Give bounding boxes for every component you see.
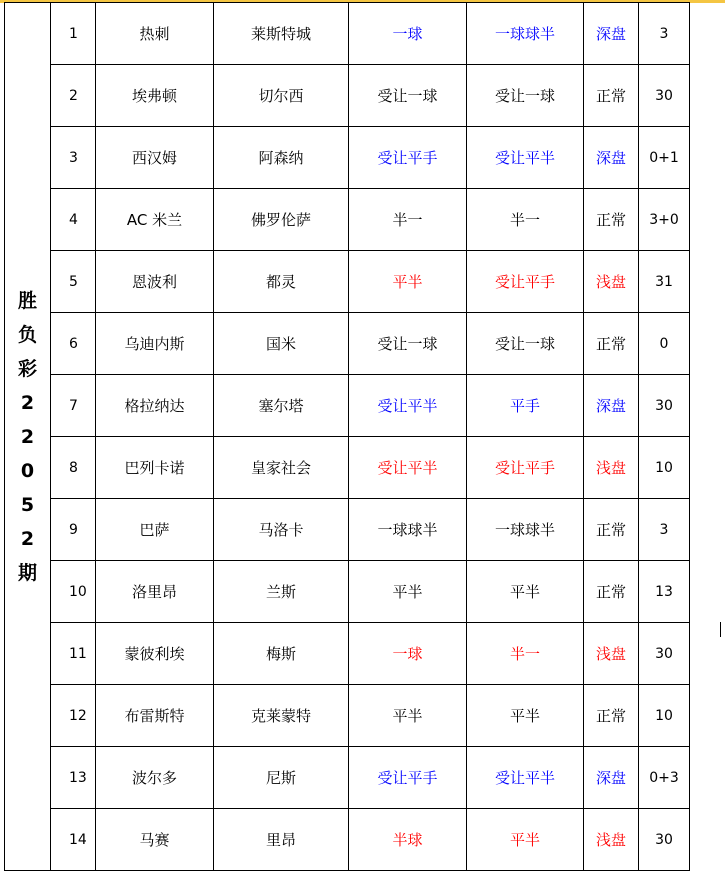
home-team: 乌迪内斯 xyxy=(96,313,214,375)
handicap-line-2: 半一 xyxy=(467,623,584,685)
handicap-depth: 深盘 xyxy=(584,747,639,809)
home-team: AC 米兰 xyxy=(96,189,214,251)
match-number: 10 xyxy=(51,561,96,623)
handicap-line-2: 平半 xyxy=(467,685,584,747)
table-row xyxy=(5,189,690,251)
period-title-char: 负 xyxy=(17,323,37,346)
home-team: 恩波利 xyxy=(96,251,214,313)
handicap-depth: 正常 xyxy=(584,499,639,561)
pick-code: 0 xyxy=(639,313,690,375)
match-number: 11 xyxy=(51,623,96,685)
away-team: 切尔西 xyxy=(214,65,349,127)
home-team: 西汉姆 xyxy=(96,127,214,189)
table-row xyxy=(5,685,690,747)
pick-code: 13 xyxy=(639,561,690,623)
match-number: 14 xyxy=(51,809,96,871)
handicap-line-1: 受让平半 xyxy=(349,437,467,499)
match-number: 7 xyxy=(51,375,96,437)
period-title-char: 2 xyxy=(20,391,35,414)
away-team: 梅斯 xyxy=(214,623,349,685)
handicap-line-1: 一球 xyxy=(349,623,467,685)
match-number: 12 xyxy=(51,685,96,747)
handicap-line-2: 平手 xyxy=(467,375,584,437)
pick-code: 30 xyxy=(639,623,690,685)
handicap-depth: 浅盘 xyxy=(584,809,639,871)
away-team: 塞尔塔 xyxy=(214,375,349,437)
table-row xyxy=(5,499,690,561)
period-title-char: 胜 xyxy=(17,289,37,312)
away-team: 里昂 xyxy=(214,809,349,871)
handicap-line-1: 受让一球 xyxy=(349,313,467,375)
home-team: 巴萨 xyxy=(96,499,214,561)
handicap-depth: 浅盘 xyxy=(584,251,639,313)
handicap-depth: 正常 xyxy=(584,65,639,127)
table-row xyxy=(5,809,690,871)
away-team: 阿森纳 xyxy=(214,127,349,189)
period-title-char: 2 xyxy=(20,425,35,448)
away-team: 尼斯 xyxy=(214,747,349,809)
handicap-depth: 浅盘 xyxy=(584,437,639,499)
handicap-line-2: 一球球半 xyxy=(467,499,584,561)
away-team: 都灵 xyxy=(214,251,349,313)
handicap-depth: 浅盘 xyxy=(584,623,639,685)
home-team: 蒙彼利埃 xyxy=(96,623,214,685)
pick-code: 3+0 xyxy=(639,189,690,251)
pick-code: 3 xyxy=(639,499,690,561)
handicap-line-1: 平半 xyxy=(349,561,467,623)
table-row xyxy=(5,437,690,499)
match-number: 2 xyxy=(51,65,96,127)
home-team: 格拉纳达 xyxy=(96,375,214,437)
period-title-char: 5 xyxy=(20,493,35,516)
period-title-char: 2 xyxy=(20,527,35,550)
match-number: 1 xyxy=(51,3,96,65)
table-row xyxy=(5,561,690,623)
match-number: 4 xyxy=(51,189,96,251)
pick-code: 30 xyxy=(639,375,690,437)
table-row xyxy=(5,623,690,685)
handicap-line-1: 受让平手 xyxy=(349,127,467,189)
pick-code: 10 xyxy=(639,437,690,499)
handicap-line-2: 半一 xyxy=(467,189,584,251)
away-team: 皇家社会 xyxy=(214,437,349,499)
match-number: 3 xyxy=(51,127,96,189)
handicap-line-1: 一球 xyxy=(349,3,467,65)
handicap-line-2: 受让一球 xyxy=(467,65,584,127)
handicap-line-2: 受让平手 xyxy=(467,251,584,313)
table-row xyxy=(5,747,690,809)
table-row xyxy=(5,313,690,375)
home-team: 波尔多 xyxy=(96,747,214,809)
table-row xyxy=(5,65,690,127)
pick-code: 0+3 xyxy=(639,747,690,809)
pick-code: 10 xyxy=(639,685,690,747)
handicap-depth: 深盘 xyxy=(584,375,639,437)
away-team: 克莱蒙特 xyxy=(214,685,349,747)
handicap-line-1: 平半 xyxy=(349,251,467,313)
match-table-body xyxy=(5,3,690,871)
handicap-line-1: 半一 xyxy=(349,189,467,251)
home-team: 马赛 xyxy=(96,809,214,871)
handicap-line-1: 一球球半 xyxy=(349,499,467,561)
away-team: 莱斯特城 xyxy=(214,3,349,65)
handicap-line-1: 平半 xyxy=(349,685,467,747)
handicap-depth: 深盘 xyxy=(584,127,639,189)
match-number: 9 xyxy=(51,499,96,561)
pick-code: 30 xyxy=(639,809,690,871)
handicap-line-1: 半球 xyxy=(349,809,467,871)
handicap-line-1: 受让一球 xyxy=(349,65,467,127)
pick-code: 3 xyxy=(639,3,690,65)
period-title-char: 彩 xyxy=(17,357,37,380)
away-team: 马洛卡 xyxy=(214,499,349,561)
handicap-depth: 正常 xyxy=(584,561,639,623)
home-team: 巴列卡诺 xyxy=(96,437,214,499)
match-table xyxy=(4,2,690,871)
pick-code: 0+1 xyxy=(639,127,690,189)
table-row xyxy=(5,375,690,437)
match-number: 13 xyxy=(51,747,96,809)
pick-code: 30 xyxy=(639,65,690,127)
match-number: 5 xyxy=(51,251,96,313)
period-title xyxy=(5,3,51,871)
handicap-line-2: 受让平手 xyxy=(467,437,584,499)
home-team: 布雷斯特 xyxy=(96,685,214,747)
match-number: 8 xyxy=(51,437,96,499)
handicap-line-2: 平半 xyxy=(467,809,584,871)
away-team: 兰斯 xyxy=(214,561,349,623)
handicap-line-2: 受让平半 xyxy=(467,127,584,189)
period-title-char: 0 xyxy=(20,459,35,482)
handicap-line-2: 受让平半 xyxy=(467,747,584,809)
handicap-line-1: 受让平半 xyxy=(349,375,467,437)
home-team: 洛里昂 xyxy=(96,561,214,623)
table-row xyxy=(5,251,690,313)
home-team: 埃弗顿 xyxy=(96,65,214,127)
table-row xyxy=(5,3,690,65)
match-number: 6 xyxy=(51,313,96,375)
pick-code: 31 xyxy=(639,251,690,313)
handicap-depth: 正常 xyxy=(584,189,639,251)
text-cursor xyxy=(720,622,721,637)
period-title-stack xyxy=(5,284,50,590)
handicap-depth: 正常 xyxy=(584,313,639,375)
handicap-depth: 正常 xyxy=(584,685,639,747)
home-team: 热刺 xyxy=(96,3,214,65)
period-title-char: 期 xyxy=(17,561,37,584)
handicap-line-2: 受让一球 xyxy=(467,313,584,375)
away-team: 国米 xyxy=(214,313,349,375)
handicap-line-2: 一球球半 xyxy=(467,3,584,65)
table-row xyxy=(5,127,690,189)
handicap-line-2: 平半 xyxy=(467,561,584,623)
handicap-line-1: 受让平手 xyxy=(349,747,467,809)
away-team: 佛罗伦萨 xyxy=(214,189,349,251)
handicap-depth: 深盘 xyxy=(584,3,639,65)
